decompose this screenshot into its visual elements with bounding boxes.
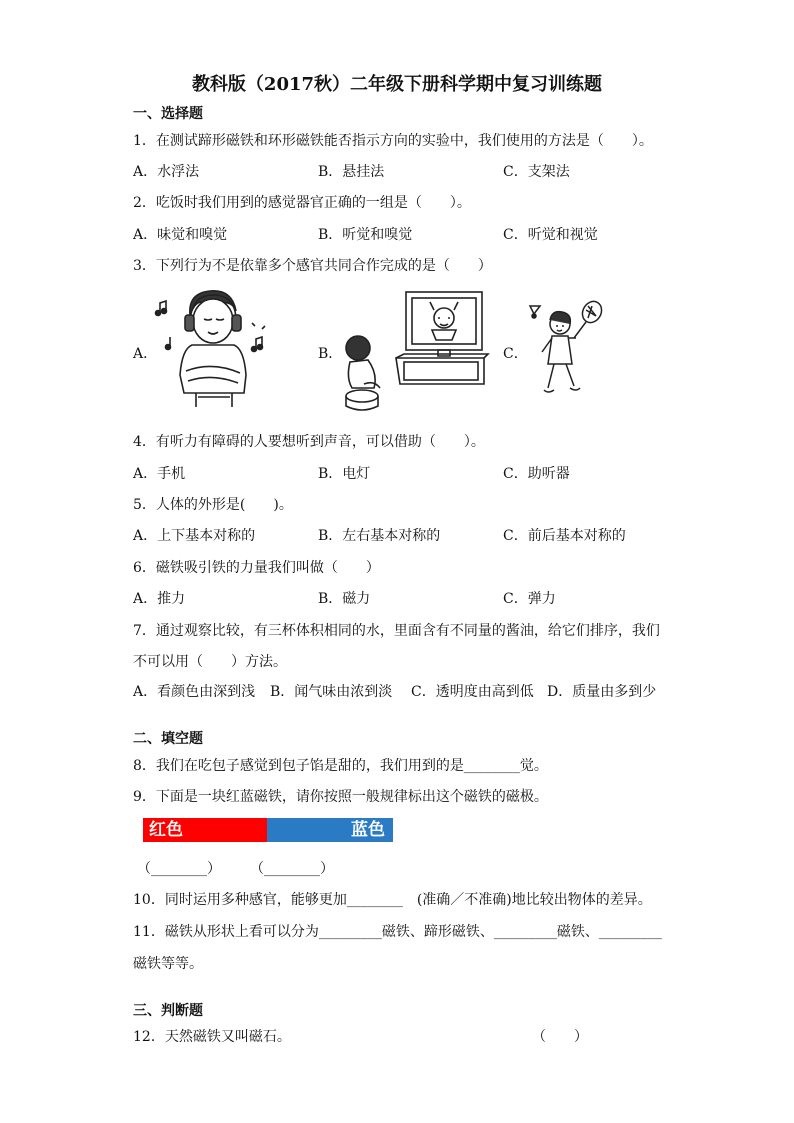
q4-option-a: A．手机 (133, 466, 186, 482)
q7-option-d: D．质量由多到少 (547, 684, 657, 700)
q2-option-a: A．味觉和嗅觉 (133, 227, 228, 243)
q6-option-c: C．弹力 (503, 591, 556, 607)
question-2: 2．吃饭时我们用到的感觉器官正确的一组是（ ）。 (133, 195, 471, 211)
question-4: 4．有听力有障碍的人要想听到声音，可以借助（ ）。 (133, 434, 485, 450)
q4-option-b: B．电灯 (318, 466, 371, 482)
question-7-line1: 7．通过观察比较，有三杯体积相同的水，里面含有不同量的酱油，给它们排序，我们 (133, 623, 660, 639)
q3-option-c: C． (503, 346, 528, 362)
q1-option-b: B．悬挂法 (318, 164, 385, 180)
question-6: 6．磁铁吸引铁的力量我们叫做（ ） (133, 560, 380, 576)
question-11-line2: 磁铁等等。 (133, 956, 203, 972)
question-5: 5．人体的外形是( )。 (133, 497, 293, 513)
boy-listening-headphones-image (152, 285, 272, 413)
child-watching-tv-image (340, 288, 490, 413)
q7-option-c: C．透明度由高到低 (411, 684, 534, 700)
q7-option-b: B．闻气味由浓到淡 (270, 684, 393, 700)
question-9: 9．下面是一块红蓝磁铁，请你按照一般规律标出这个磁铁的磁极。 (133, 789, 548, 805)
section-heading-fill: 二、填空题 (133, 731, 203, 747)
question-11-line1: 11．磁铁从形状上看可以分为_________磁铁、蹄形磁铁、_________磁铁、_________ (133, 924, 662, 940)
red-blue-magnet (143, 818, 393, 842)
q5-option-b: B．左右基本对称的 (318, 528, 441, 544)
q1-option-c: C．支架法 (503, 164, 570, 180)
question-1: 1．在测试蹄形磁铁和环形磁铁能否指示方向的实验中，我们使用的方法是（ ）。 (133, 133, 653, 149)
q2-option-c: C．听觉和视觉 (503, 227, 598, 243)
q3-option-a: A． (133, 346, 158, 362)
q4-option-c: C．助听器 (503, 466, 570, 482)
question-3: 3．下列行为不是依靠多个感官共同合作完成的是（ ） (133, 258, 492, 274)
q5-option-c: C．前后基本对称的 (503, 528, 626, 544)
q6-option-b: B．磁力 (318, 591, 371, 607)
q9-blank-left[interactable]: （________） (137, 861, 221, 877)
q6-option-a: A．推力 (133, 591, 186, 607)
q12-answer-paren[interactable]: （ ） (532, 1029, 588, 1045)
question-8: 8．我们在吃包子感觉到包子馅是甜的，我们用到的是________觉。 (133, 758, 548, 774)
magnet-red-half: 红色 (143, 818, 267, 842)
q1-option-a: A．水浮法 (133, 164, 200, 180)
question-12: 12．天然磁铁又叫磁石。 (133, 1029, 291, 1045)
q3-option-b: B． (318, 346, 343, 362)
magnet-blue-half: 蓝色 (267, 818, 393, 842)
question-7-line2: 不可以用（ ）方法。 (133, 654, 287, 670)
q5-option-a: A．上下基本对称的 (133, 528, 256, 544)
q7-option-a: A．看颜色由深到浅 (133, 684, 256, 700)
section-heading-choice: 一、选择题 (133, 106, 203, 122)
q2-option-b: B．听觉和嗅觉 (318, 227, 413, 243)
girl-playing-badminton-image (522, 298, 606, 408)
q9-blank-right[interactable]: （________） (250, 861, 334, 877)
page-title: 教科版（2017秋）二年级下册科学期中复习训练题 (191, 74, 603, 95)
section-heading-judge: 三、判断题 (133, 1003, 203, 1019)
question-10: 10．同时运用多种感官，能够更加________ (准确／不准确)地比较出物体的差异。 (133, 892, 652, 908)
